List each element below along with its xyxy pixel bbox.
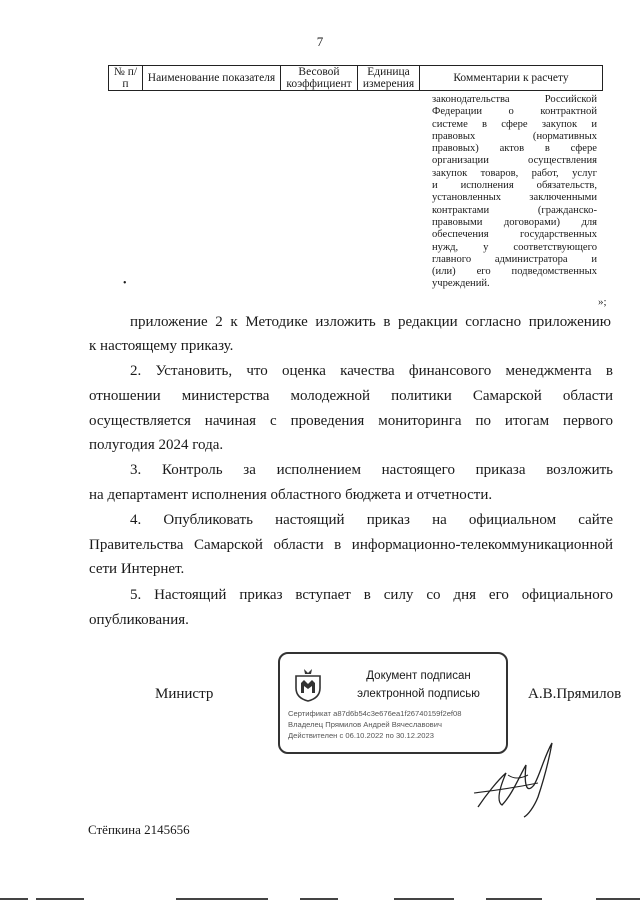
scan-edge-mark	[596, 898, 640, 900]
footer-contact: Стёпкина 2145656	[88, 822, 190, 837]
paragraph-2-line-2: отношении министерства молодежной политики Самарской области	[89, 388, 613, 404]
comment-cell-text	[432, 94, 597, 291]
stamp-title-line-1: Документ подписан	[366, 670, 471, 682]
handwritten-signature	[468, 735, 560, 820]
comment-line: правовых) актов в сфере	[432, 143, 597, 155]
col-comment-header: Комментарии к расчету	[420, 66, 603, 91]
minister-label: Министр	[155, 686, 214, 702]
scan-edge-mark	[176, 898, 268, 900]
signer-name: А.В.Прямилов	[528, 686, 622, 702]
paragraph-4-line-3: сети Интернет.	[89, 561, 185, 577]
comment-line: закупок товаров, работ, услуг	[432, 167, 597, 179]
paragraph-1-line-2: к настоящему приказу.	[89, 338, 234, 354]
stray-mark: •	[123, 278, 127, 289]
col-weight-header: Весовой коэффициент	[281, 66, 358, 91]
scan-edge-mark	[394, 898, 454, 900]
comment-line: и исполнения обязательств,	[432, 180, 597, 192]
paragraph-1-line-1: приложение 2 к Методике изложить в редакции согласно приложению	[130, 314, 611, 330]
comment-line: Федерации о контрактной	[432, 106, 597, 118]
paragraph-3-line-2: на департамент исполнения областного бюджета и отчетности.	[89, 487, 493, 503]
paragraph-2-line-3: осуществляется начиная с проведения мониторинга по итогам первого	[89, 413, 613, 429]
comment-line: нужд, у соответствующего	[432, 241, 597, 253]
paragraph-5-line-2: опубликования.	[89, 612, 189, 628]
comment-line: обеспечения государственных	[432, 229, 597, 241]
paragraph-2-line-1: 2. Установить, что оценка качества финансового менеджмента в	[130, 363, 613, 379]
page-number: 7	[316, 34, 324, 49]
scan-edge-mark	[36, 898, 84, 900]
stamp-title-line-2: электронной подписью	[357, 688, 480, 700]
stamp-validity: Действителен с 06.10.2022 по 30.12.2023	[288, 731, 434, 740]
col-number-header: № п/п	[109, 66, 143, 91]
stamp-owner: Владелец Прямилов Андрей Вячеславович	[288, 720, 442, 729]
paragraph-4-line-2: Правительства Самарской области в информационно-телекоммуникационной	[89, 537, 613, 553]
col-indicator-header: Наименование показателя	[143, 66, 281, 91]
scan-edge-mark	[0, 898, 28, 900]
col-unit-header: Единица измерения	[358, 66, 420, 91]
comment-line: правовыми договорами) для	[432, 216, 597, 228]
comment-end-mark: »;	[598, 296, 607, 308]
coat-of-arms-icon	[294, 668, 322, 702]
comment-line: контрактами (гражданско-	[432, 204, 597, 216]
comment-line: главного администратора и	[432, 253, 597, 265]
paragraph-2-line-4: полугодия 2024 года.	[89, 437, 224, 453]
stamp-certificate: Сертификат a87d6b54c3e676ea1f26740159f2ef08	[288, 709, 462, 718]
table-header	[108, 65, 603, 91]
scan-edge-mark	[300, 898, 338, 900]
comment-line: установленных заключенными	[432, 192, 597, 204]
paragraph-4-line-1: 4. Опубликовать настоящий приказ на официальном сайте	[130, 512, 613, 528]
comment-line: (или) его подведомственных	[432, 266, 597, 278]
comment-line: правовых (нормативных	[432, 130, 597, 142]
paragraph-3-line-1: 3. Контроль за исполнением настоящего приказа возложить	[130, 462, 613, 478]
comment-line: учреждений.	[432, 278, 490, 290]
comment-line: организации осуществления	[432, 155, 597, 167]
comment-line: законодательства Российской	[432, 94, 597, 105]
comment-line: системе в сфере закупок и	[432, 118, 597, 130]
scan-edge-mark	[486, 898, 542, 900]
paragraph-5-line-1: 5. Настоящий приказ вступает в силу со дня его официального	[130, 587, 613, 603]
